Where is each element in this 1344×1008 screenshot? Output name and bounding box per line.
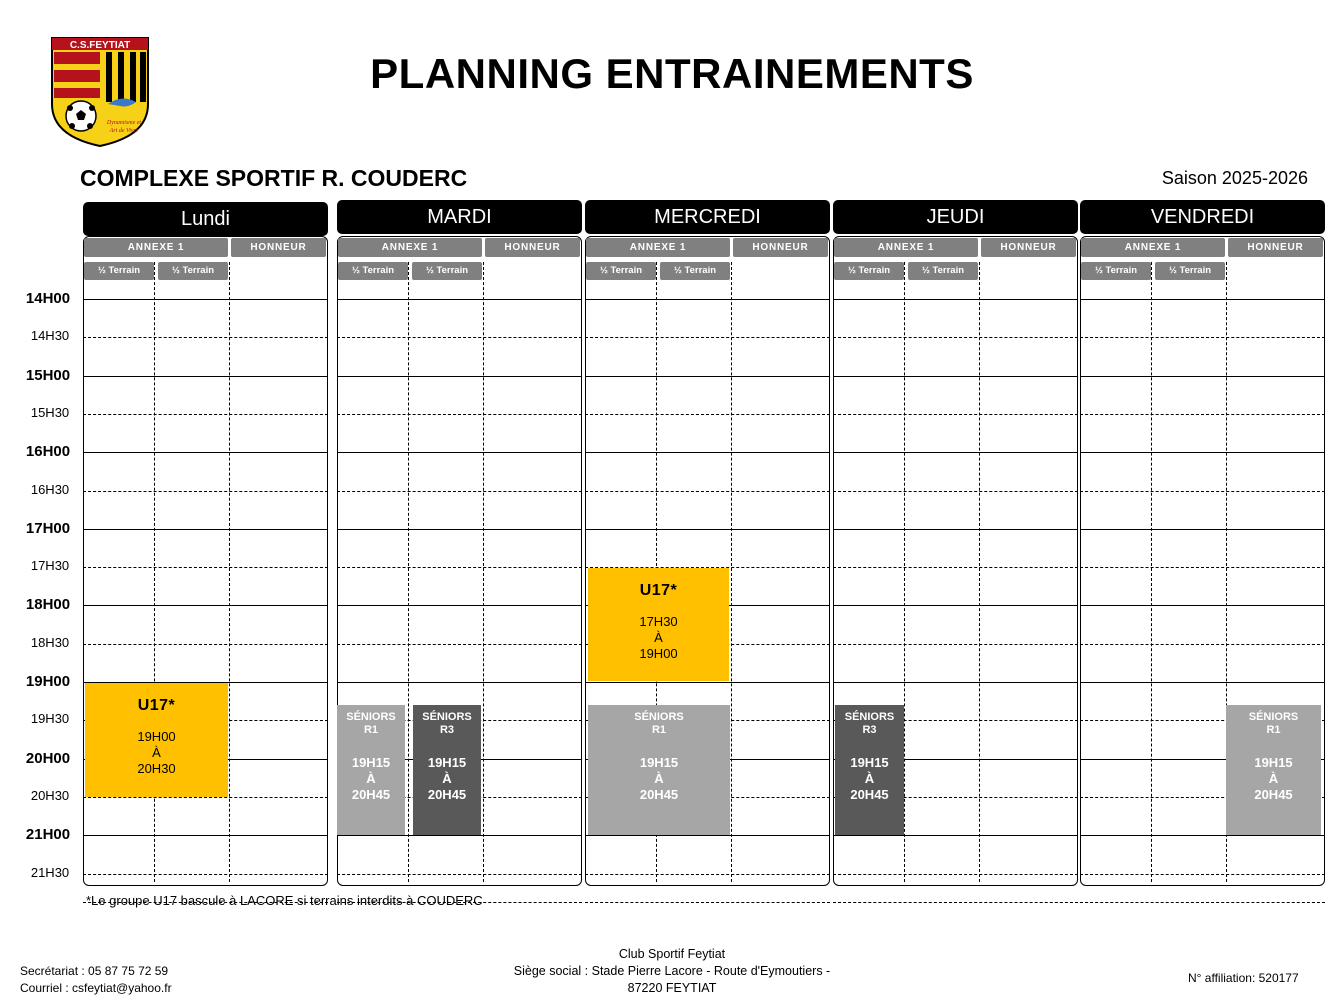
half-hour-line xyxy=(83,567,328,568)
hour-line xyxy=(337,376,582,377)
hour-line xyxy=(83,529,328,530)
session-level: R1 xyxy=(651,724,667,736)
session-lundi-u17 xyxy=(85,683,228,797)
hour-line xyxy=(585,452,830,453)
hour-line xyxy=(337,299,582,300)
session-end: 20H30 xyxy=(137,761,176,776)
session-name: SÉNIORS xyxy=(346,711,396,723)
season-label: Saison 2025-2026 xyxy=(1161,168,1308,188)
session-name: SÉNIORS xyxy=(422,711,472,723)
bottom-line xyxy=(833,902,1078,903)
hour-line xyxy=(833,605,1078,606)
session-sep: À xyxy=(654,630,663,645)
honneur-label: HONNEUR xyxy=(231,238,326,257)
hour-line xyxy=(1080,605,1325,606)
venue-name: COMPLEXE SPORTIF R. COUDERC xyxy=(80,165,468,191)
half-field-label: ½ Terrain xyxy=(1155,262,1225,280)
hour-line xyxy=(83,376,328,377)
session-end: 20H45 xyxy=(1254,787,1293,802)
session-end: 19H00 xyxy=(639,646,678,661)
siege-social: Siège social : Stade Pierre Lacore - Route d'Eymoutiers - xyxy=(513,964,831,978)
hour-line xyxy=(833,299,1078,300)
time-label: 18H00 xyxy=(25,596,71,613)
hour-line xyxy=(83,835,328,836)
footer-address xyxy=(472,946,872,997)
session-end: 20H45 xyxy=(351,787,391,802)
half-hour-line xyxy=(833,414,1078,415)
annexe-label: ANNEXE 1 xyxy=(834,238,978,257)
half-hour-line xyxy=(833,874,1078,875)
time-label: 17H30 xyxy=(30,558,70,573)
time-label: 21H00 xyxy=(25,826,71,843)
session-name: U17* xyxy=(137,697,176,714)
column-divider xyxy=(483,262,484,882)
city: 87220 FEYTIAT xyxy=(627,981,717,995)
time-label: 19H30 xyxy=(30,711,70,726)
half-hour-line xyxy=(833,644,1078,645)
half-hour-line xyxy=(1080,644,1325,645)
honneur-label: HONNEUR xyxy=(733,238,828,257)
session-end: 20H45 xyxy=(850,787,889,802)
hour-line xyxy=(1080,376,1325,377)
half-hour-line xyxy=(83,874,328,875)
half-hour-line xyxy=(585,337,830,338)
session-level: R3 xyxy=(862,724,877,736)
half-field-label: ½ Terrain xyxy=(908,262,978,280)
session-vendredi-seniors-r1 xyxy=(1226,705,1321,835)
half-hour-line xyxy=(337,414,582,415)
session-mardi-seniors-r3 xyxy=(413,705,481,835)
time-label: 16H30 xyxy=(30,482,70,497)
logo-text: C.S.FEYTIAT xyxy=(69,40,131,51)
session-sep: À xyxy=(152,745,161,760)
time-label: 20H00 xyxy=(25,750,71,767)
half-hour-line xyxy=(585,491,830,492)
day-header: MERCREDI xyxy=(585,200,830,234)
hour-line xyxy=(585,529,830,530)
hour-line xyxy=(585,835,830,836)
hour-line xyxy=(585,376,830,377)
session-name: SÉNIORS xyxy=(844,711,895,723)
session-mercredi-u17 xyxy=(588,568,729,681)
session-sep: À xyxy=(654,771,664,786)
half-hour-line xyxy=(585,874,830,875)
half-field-label: ½ Terrain xyxy=(158,262,228,280)
session-sep: À xyxy=(366,771,376,786)
annexe-label: ANNEXE 1 xyxy=(84,238,228,257)
honneur-label: HONNEUR xyxy=(981,238,1076,257)
session-start: 19H15 xyxy=(639,755,679,770)
session-mercredi-seniors-r1 xyxy=(588,705,730,835)
time-label: 21H30 xyxy=(30,865,70,880)
hour-line xyxy=(1080,682,1325,683)
svg-text:Art de Vivre: Art de Vivre xyxy=(109,128,139,134)
time-label: 16H00 xyxy=(25,443,71,460)
session-jeudi-seniors-r3 xyxy=(835,705,904,835)
half-hour-line xyxy=(833,491,1078,492)
day-header: JEUDI xyxy=(833,200,1078,234)
hour-line xyxy=(83,605,328,606)
page-title: PLANNING ENTRAINEMENTS xyxy=(370,50,974,97)
club-name: Club Sportif Feytiat xyxy=(618,947,726,961)
column-divider xyxy=(979,262,980,882)
session-start: 19H15 xyxy=(351,755,391,770)
half-hour-line xyxy=(83,414,328,415)
half-field-label: ½ Terrain xyxy=(586,262,656,280)
bottom-line xyxy=(1080,902,1325,903)
time-label: 14H30 xyxy=(30,328,70,343)
half-hour-line xyxy=(1080,414,1325,415)
half-field-label: ½ Terrain xyxy=(84,262,154,280)
session-start: 19H00 xyxy=(137,729,176,744)
time-label: 15H00 xyxy=(25,367,71,384)
day-header: Lundi xyxy=(83,202,328,236)
half-field-label: ½ Terrain xyxy=(834,262,904,280)
hour-line xyxy=(337,605,582,606)
session-end: 20H45 xyxy=(427,787,467,802)
session-end: 20H45 xyxy=(639,787,679,802)
half-hour-line xyxy=(83,644,328,645)
hour-line xyxy=(1080,299,1325,300)
hour-line xyxy=(833,529,1078,530)
half-hour-line xyxy=(833,567,1078,568)
session-sep: À xyxy=(442,771,452,786)
half-hour-line xyxy=(83,337,328,338)
hour-line xyxy=(585,682,830,683)
hour-line xyxy=(833,452,1078,453)
day-header: VENDREDI xyxy=(1080,200,1325,234)
session-start: 19H15 xyxy=(427,755,467,770)
session-level: R1 xyxy=(1266,724,1281,736)
half-hour-line xyxy=(585,414,830,415)
half-hour-line xyxy=(83,797,328,798)
u17-note: *Le groupe U17 bascule à LACORE si terrains interdits à COUDERC xyxy=(86,893,483,908)
half-hour-line xyxy=(1080,337,1325,338)
hour-line xyxy=(1080,529,1325,530)
half-field-label: ½ Terrain xyxy=(660,262,730,280)
half-hour-line xyxy=(1080,567,1325,568)
annexe-label: ANNEXE 1 xyxy=(586,238,730,257)
hour-line xyxy=(337,682,582,683)
hour-line xyxy=(337,529,582,530)
time-label: 17H00 xyxy=(25,520,71,537)
session-sep: À xyxy=(1268,771,1279,786)
half-hour-line xyxy=(337,337,582,338)
time-label: 18H30 xyxy=(30,635,70,650)
annexe-label: ANNEXE 1 xyxy=(338,238,482,257)
half-field-label: ½ Terrain xyxy=(1081,262,1151,280)
half-field-label: ½ Terrain xyxy=(412,262,482,280)
column-divider xyxy=(229,262,230,882)
time-label: 15H30 xyxy=(30,405,70,420)
column-divider xyxy=(1151,262,1152,882)
honneur-label: HONNEUR xyxy=(485,238,580,257)
session-start: 19H15 xyxy=(1254,755,1293,770)
session-start: 17H30 xyxy=(639,614,678,629)
half-hour-line xyxy=(337,491,582,492)
column-divider xyxy=(904,262,905,882)
session-name: U17* xyxy=(639,582,678,599)
hour-line xyxy=(833,835,1078,836)
secretariat-phone: Secrétariat : 05 87 75 72 59 xyxy=(20,964,169,978)
half-hour-line xyxy=(1080,491,1325,492)
time-label: 19H00 xyxy=(25,673,71,690)
affiliation-number: N° affiliation: 520177 xyxy=(1188,971,1299,985)
annexe-label: ANNEXE 1 xyxy=(1081,238,1225,257)
half-hour-line xyxy=(833,337,1078,338)
svg-text:Dynamisme et: Dynamisme et xyxy=(106,120,142,126)
hour-line xyxy=(337,835,582,836)
half-hour-line xyxy=(1080,874,1325,875)
session-name: SÉNIORS xyxy=(634,711,684,723)
half-hour-line xyxy=(337,644,582,645)
hour-line xyxy=(337,452,582,453)
column-divider xyxy=(408,262,409,882)
session-start: 19H15 xyxy=(850,755,889,770)
honneur-label: HONNEUR xyxy=(1228,238,1323,257)
time-label: 14H00 xyxy=(25,290,71,307)
hour-line xyxy=(833,682,1078,683)
session-mardi-seniors-r1 xyxy=(337,705,405,835)
hour-line xyxy=(83,299,328,300)
hour-line xyxy=(1080,835,1325,836)
hour-line xyxy=(585,299,830,300)
half-hour-line xyxy=(337,874,582,875)
bottom-line xyxy=(585,902,830,903)
hour-line xyxy=(833,376,1078,377)
session-name: SÉNIORS xyxy=(1248,711,1299,723)
time-label: 20H30 xyxy=(30,788,70,803)
day-header: MARDI xyxy=(337,200,582,234)
session-level: R1 xyxy=(363,724,379,736)
half-hour-line xyxy=(337,567,582,568)
half-hour-line xyxy=(83,491,328,492)
hour-line xyxy=(1080,452,1325,453)
session-level: R3 xyxy=(439,724,455,736)
footer-contact xyxy=(20,963,172,997)
session-sep: À xyxy=(864,771,875,786)
column-divider xyxy=(731,262,732,882)
half-field-label: ½ Terrain xyxy=(338,262,408,280)
hour-line xyxy=(83,452,328,453)
email: Courriel : csfeytiat@yahoo.fr xyxy=(20,981,172,995)
